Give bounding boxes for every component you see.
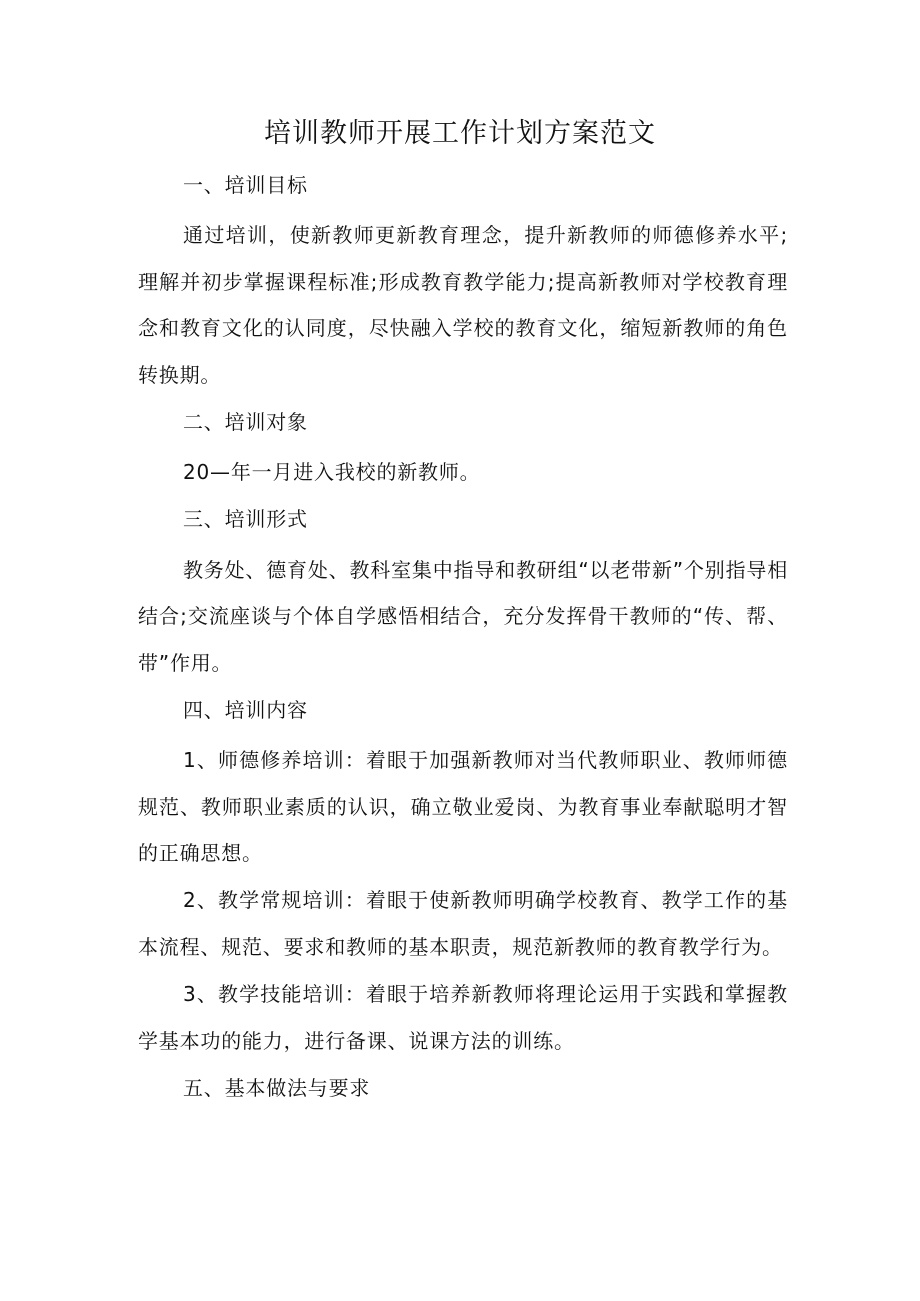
paragraph-content-item-1: 1、师德修养培训：着眼于加强新教师对当代教师职业、教师师德规范、教师职业素质的认识，确立敬业爱岗、为教育事业奉献聪明才智的正确思想。 <box>138 748 788 866</box>
section-heading-format: 三、培训形式 <box>183 507 308 532</box>
paragraph-format: 教务处、德育处、教科室集中指导和教研组“以老带新”个别指导相结合;交流座谈与个体自学感悟相结合，充分发挥骨干教师的“传、帮、带”作用。 <box>138 557 788 675</box>
document-body <box>138 162 788 1115</box>
paragraph-content-item-3: 3、教学技能培训：着眼于培养新教师将理论运用于实践和掌握教学基本功的能力，进行备课、说课方法的训练。 <box>138 982 788 1053</box>
section-heading-methods: 五、基本做法与要求 <box>183 1076 371 1101</box>
document-title: 培训教师开展工作计划方案范文 <box>264 118 656 149</box>
section-heading-targets: 二、培训对象 <box>183 409 308 434</box>
section-heading-goals: 一、培训目标 <box>183 173 308 197</box>
paragraph-goals: 通过培训，使新教师更新教育理念，提升新教师的师德修养水平;理解并初步掌握课程标准;形成教育教学能力;提高新教师对学校教育理念和教育文化的认同度，尽快融入学校的教育文化，缩短新教师的角色转换期。 <box>138 223 788 387</box>
paragraph-targets: 20—年一月进入我校的新教师。 <box>183 460 481 485</box>
paragraph-content-item-2: 2、教学常规培训：着眼于使新教师明确学校教育、教学工作的基本流程、规范、要求和教师的基本职责，规范新教师的教育教学行为。 <box>138 888 788 959</box>
section-heading-content: 四、培训内容 <box>183 697 308 722</box>
